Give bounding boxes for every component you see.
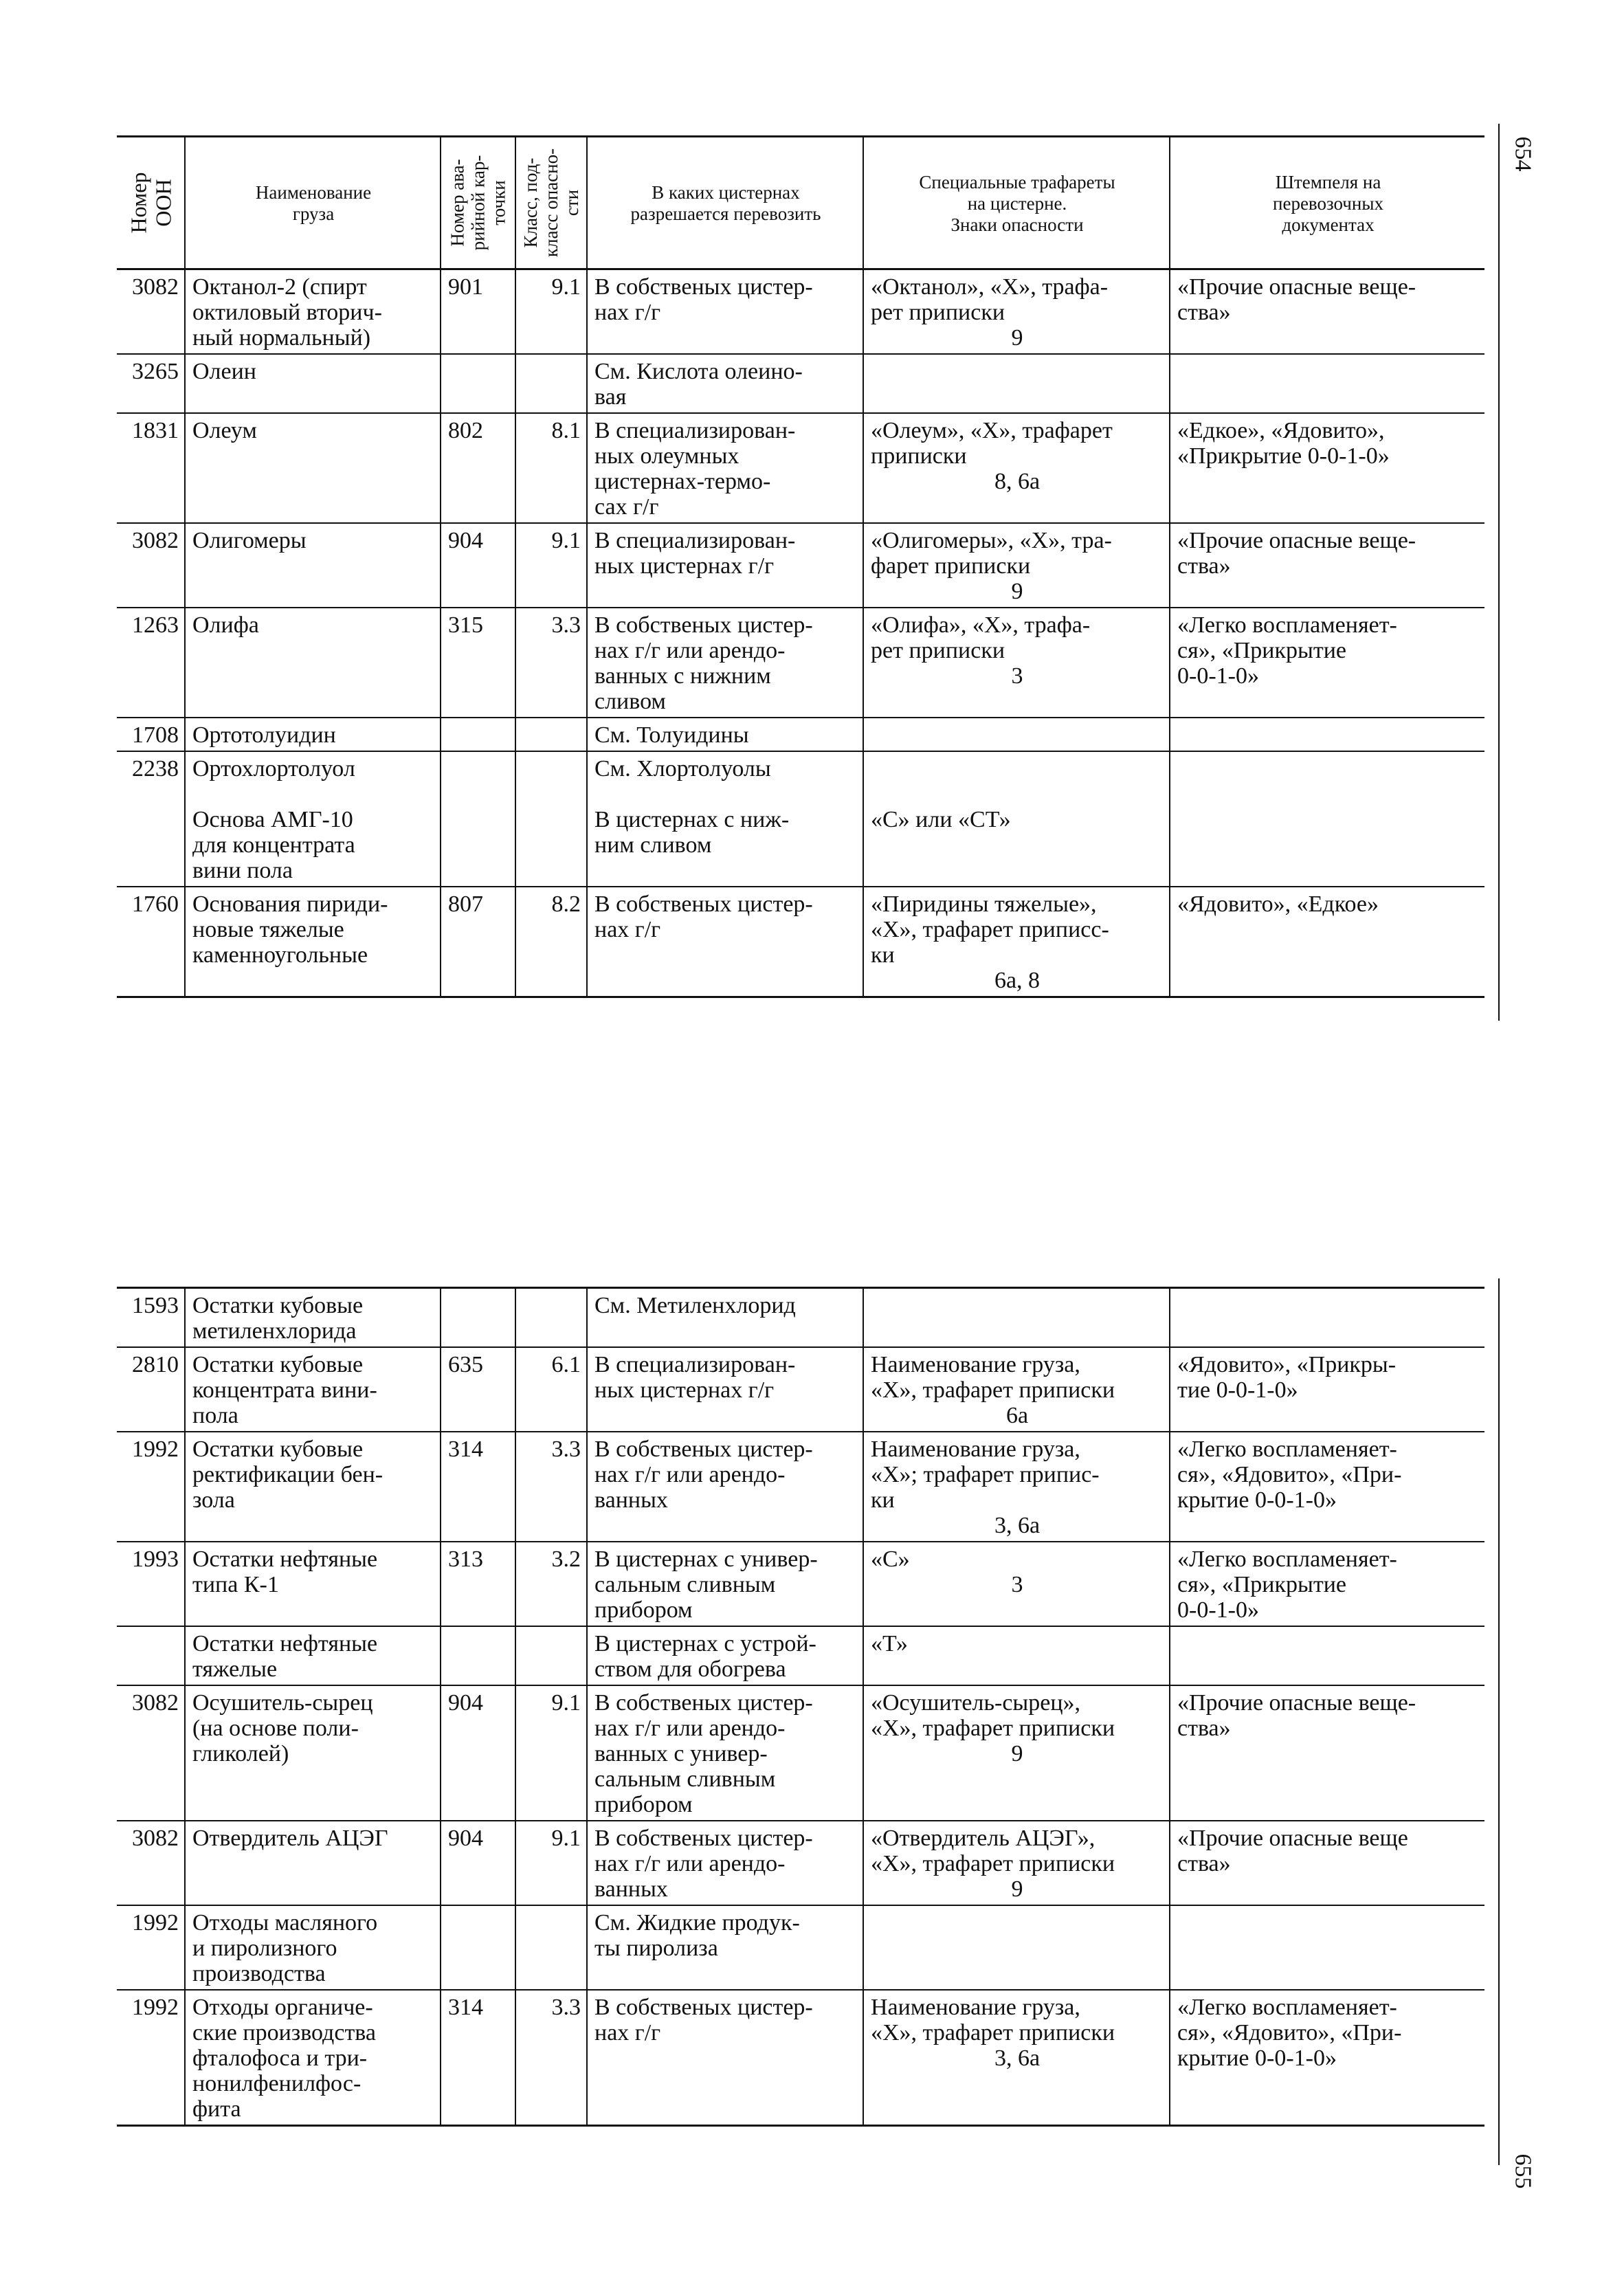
card-number-cell: 904 xyxy=(441,1821,516,1906)
cargo-name-cell: Основания пириди- новые тяжелые каменноугольные xyxy=(186,887,441,996)
cargo-name-cell: Олеум xyxy=(186,414,441,524)
document-stamps-cell: «Прочие опасные веще- ства» xyxy=(1170,524,1484,608)
document-stamps-cell: «Едкое», «Ядовито», «Прикрытие 0-0-1-0» xyxy=(1170,414,1484,524)
table-grid-bottom xyxy=(117,1287,1484,2127)
hazard-class-cell: 3.3 xyxy=(516,1432,588,1542)
tank-type-cell: См. Жидкие продук- ты пиролиза xyxy=(588,1906,864,1991)
un-number-cell: 2238 xyxy=(117,752,186,887)
stencil-cell xyxy=(864,355,1170,414)
hazard-signs: 3 xyxy=(1011,1572,1023,1597)
tank-type-cell: В собственых цистер- нах г/г или арендо- ванных с универ- сальным сливным прибором xyxy=(588,1686,864,1821)
tank-type-cell: В собственых цистер- нах г/г xyxy=(588,887,864,996)
stencil-text: Наименование груза, «Х»; трафарет припис- ки xyxy=(871,1437,1100,1513)
stencil-cell xyxy=(864,718,1170,752)
hazard-class-cell xyxy=(516,1289,588,1348)
tank-type-cell: См. Толуидины xyxy=(588,718,864,752)
un-number-cell: 1993 xyxy=(117,1542,186,1627)
card-number-cell xyxy=(441,1906,516,1991)
tank-type-cell: См. Хлортолуолы В цистернах с ниж- ним сливом xyxy=(588,752,864,887)
stencil-cell xyxy=(864,1432,1170,1542)
stencil-text: «Отвердитель АЦЭГ», «Х», трафарет приписки xyxy=(871,1826,1115,1876)
hazard-class-cell: 8.1 xyxy=(516,414,588,524)
stencil-text: «С» xyxy=(871,1546,910,1572)
document-stamps-cell: «Ядовито», «Едкое» xyxy=(1177,891,1379,917)
card-number-cell xyxy=(441,718,516,752)
hazard-signs: 3 xyxy=(1011,663,1023,689)
document-stamps-cell xyxy=(1170,752,1484,887)
cargo-name-cell: Олифа xyxy=(186,608,441,718)
stencil-text: Наименование груза, «Х», трафарет приписки xyxy=(871,1995,1115,2045)
un-number-cell: 3265 xyxy=(117,355,186,414)
page-number-bottom: 655 xyxy=(1510,2153,1536,2189)
cargo-name-cell: Отвердитель АЦЭГ xyxy=(186,1821,441,1906)
document-stamps-cell: «Легко воспламеняет- ся», «Ядовито», «При- крытие 0-0-1-0» xyxy=(1177,1995,1402,2071)
stencil-cell xyxy=(864,1348,1170,1432)
hazard-class-cell xyxy=(516,1627,588,1686)
cargo-name-cell: Остатки нефтяные тяжелые xyxy=(186,1627,441,1686)
stencil-cell xyxy=(864,270,1170,355)
tank-type-cell: В цистернах с устрой- ством для обогрева xyxy=(588,1627,864,1686)
tank-type-cell: См. Метиленхлорид xyxy=(588,1289,864,1348)
un-number-cell: 3082 xyxy=(117,524,186,608)
hazard-class-cell xyxy=(516,752,588,887)
header-tanks: В каких цистернах разрешается перевозить xyxy=(588,137,864,270)
cargo-name-cell: Олеин xyxy=(186,355,441,414)
un-number-cell: 1992 xyxy=(117,1432,186,1542)
tank-type-cell: См. Кислота олеино- вая xyxy=(588,355,864,414)
card-number-cell: 807 xyxy=(441,887,516,996)
hazard-class-cell: 3.3 xyxy=(516,608,588,718)
card-number-cell: 315 xyxy=(441,608,516,718)
stencil-cell xyxy=(864,1627,1170,1686)
stencil-text: «Октанол», «Х», трафа- рет приписки xyxy=(871,274,1109,325)
stencil-cell xyxy=(864,1686,1170,1821)
table-grid-top xyxy=(117,135,1484,998)
card-number-cell: 313 xyxy=(441,1542,516,1627)
card-number-cell: 901 xyxy=(441,270,516,355)
card-number-cell: 904 xyxy=(441,1686,516,1821)
document-stamps-cell: «Легко воспламеняет- ся», «Прикрытие 0-0-1-0» xyxy=(1170,608,1484,718)
right-rule-bottom xyxy=(1498,1278,1500,2165)
header-un-number: Номер ООН xyxy=(117,137,186,270)
tank-type-cell: В специализирован- ных цистернах г/г xyxy=(588,524,864,608)
hazard-class-cell: 3.3 xyxy=(516,1991,588,2125)
hazard-table-bottom xyxy=(117,1287,1484,2127)
stencil-text: Наименование груза, «Х», трафарет приписки xyxy=(871,1352,1115,1403)
hazard-class-cell: 8.2 xyxy=(516,887,588,996)
hazard-signs: 9 xyxy=(1011,1741,1023,1766)
hazard-class-cell: 9.1 xyxy=(516,1821,588,1906)
hazard-signs: 8, 6а xyxy=(994,469,1041,494)
hazard-class-cell xyxy=(516,355,588,414)
right-rule-top xyxy=(1498,124,1500,1021)
document-stamps-cell: «Легко воспламеняет- ся», «Прикрытие 0-0-1-0» xyxy=(1170,1542,1484,1627)
header-name: Наименование груза xyxy=(186,137,441,270)
card-number-cell xyxy=(441,752,516,887)
card-number-cell xyxy=(441,1289,516,1348)
hazard-class-cell: 6.1 xyxy=(516,1348,588,1432)
document-stamps-cell xyxy=(1170,355,1484,414)
page-number-top: 654 xyxy=(1510,136,1536,172)
stencil-cell xyxy=(864,608,1170,718)
document-stamps-cell: «Легко воспламеняет- ся», «Ядовито», «При- крытие 0-0-1-0» xyxy=(1170,1432,1484,1542)
stencil-cell xyxy=(864,1289,1170,1348)
cargo-name-cell: Отходы органиче- ские производства фталофоса и три- нонилфенилфос- фита xyxy=(186,1991,441,2125)
stencil-text: «Т» xyxy=(871,1631,908,1656)
cargo-name-cell: Остатки кубовые концентрата вини- пола xyxy=(186,1348,441,1432)
hazard-signs: 9 xyxy=(1011,325,1023,351)
hazard-signs: 9 xyxy=(1011,1876,1023,1902)
stencil-cell xyxy=(864,524,1170,608)
card-number-cell: 314 xyxy=(441,1432,516,1542)
cargo-name-cell: Остатки нефтяные типа К-1 xyxy=(186,1542,441,1627)
hazard-signs: 3, 6а xyxy=(994,1513,1041,1538)
hazard-table-top xyxy=(117,135,1484,998)
card-number-cell: 635 xyxy=(441,1348,516,1432)
cargo-name-cell: Олигомеры xyxy=(186,524,441,608)
stencil-cell xyxy=(864,887,1170,996)
stencil-cell xyxy=(864,1991,1170,2125)
document-stamps-cell: «Прочие опасные веще ства» xyxy=(1170,1821,1484,1906)
hazard-class-cell: 9.1 xyxy=(516,270,588,355)
tank-type-cell: В собственых цистер- нах г/г или арендо- ванных xyxy=(588,1821,864,1906)
un-number-cell: 1593 xyxy=(117,1289,186,1348)
cargo-name-cell: Остатки кубовые ректификации бен- зола xyxy=(186,1432,441,1542)
cargo-name-cell: Ортохлортолуол Основа АМГ-10 для концентрата вини пола xyxy=(186,752,441,887)
hazard-class-cell xyxy=(516,1906,588,1991)
stencil-text: «Олеум», «Х», трафарет приписки xyxy=(871,418,1113,469)
header-card-number: Номер ава- рийной кар- точки xyxy=(441,137,516,270)
header-class: Класс, под- класс опасно- сти xyxy=(516,137,588,270)
un-number-cell: 1992 xyxy=(117,1991,186,2125)
stencil-text: «Олигомеры», «Х», тра- фарет приписки xyxy=(871,528,1112,579)
tank-type-cell: В цистернах с универ- сальным сливным прибором xyxy=(588,1542,864,1627)
card-number-cell: 314 xyxy=(441,1991,516,2125)
cargo-name-cell: Октанол-2 (спирт октиловый вторич- ный нормальный) xyxy=(186,270,441,355)
un-number-cell: 1831 xyxy=(117,414,186,524)
hazard-signs: 9 xyxy=(1011,579,1023,604)
stencil-text: «С» или «СТ» xyxy=(871,807,1011,832)
hazard-class-cell xyxy=(516,718,588,752)
hazard-signs: 3, 6а xyxy=(994,2045,1041,2071)
document-stamps-cell: «Прочие опасные веще- ства» xyxy=(1170,270,1484,355)
tank-type-cell: В специализирован- ных цистернах г/г xyxy=(588,1348,864,1432)
stencil-cell xyxy=(864,1542,1170,1627)
card-number-cell xyxy=(441,1627,516,1686)
card-number-cell: 904 xyxy=(441,524,516,608)
document-stamps-cell xyxy=(1170,1906,1484,1991)
hazard-signs: 6а xyxy=(1005,1403,1029,1428)
document-stamps-cell xyxy=(1170,1289,1484,1348)
tank-type-cell: В собственых цистер- нах г/г xyxy=(588,1991,864,2125)
stencil-text: «Олифа», «Х», трафа- рет приписки xyxy=(871,612,1091,663)
document-stamps-cell: «Прочие опасные веще- ства» xyxy=(1170,1686,1484,1821)
stencil-cell xyxy=(864,1906,1170,1991)
un-number-cell: 1760 xyxy=(117,887,186,996)
stencil-cell xyxy=(864,414,1170,524)
card-number-cell: 802 xyxy=(441,414,516,524)
document-stamps-cell xyxy=(1170,718,1484,752)
stencil-text: «Пиридины тяжелые», «Х», трафарет приписс- ки xyxy=(871,891,1109,968)
cargo-name-cell: Остатки кубовые метиленхлорида xyxy=(186,1289,441,1348)
hazard-class-cell: 9.1 xyxy=(516,1686,588,1821)
cargo-name-cell: Осушитель-сырец (на основе поли- гликолей) xyxy=(186,1686,441,1821)
card-number-cell xyxy=(441,355,516,414)
tank-type-cell: В специализирован- ных олеумных цистернах-термо- сах г/г xyxy=(588,414,864,524)
un-number-cell xyxy=(117,1627,186,1686)
stencil-text: «Осушитель-сырец», «Х», трафарет приписки xyxy=(871,1690,1115,1741)
un-number-cell: 3082 xyxy=(117,270,186,355)
header-stamps: Штемпеля на перевозочных документах xyxy=(1170,137,1484,270)
header-stencils: Специальные трафареты на цистерне. Знаки опасности xyxy=(864,137,1170,270)
document-stamps-cell: «Ядовито», «Прикры- тие 0-0-1-0» xyxy=(1170,1348,1484,1432)
document-stamps-cell xyxy=(1170,1627,1484,1686)
tank-type-cell: В собственых цистер- нах г/г xyxy=(588,270,864,355)
un-number-cell: 1992 xyxy=(117,1906,186,1991)
tank-type-cell: В собственых цистер- нах г/г или арендо- ванных с нижним сливом xyxy=(588,608,864,718)
stencil-cell xyxy=(864,752,1170,887)
un-number-cell: 1708 xyxy=(117,718,186,752)
stencil-cell xyxy=(864,1821,1170,1906)
hazard-class-cell: 3.2 xyxy=(516,1542,588,1627)
un-number-cell: 1263 xyxy=(117,608,186,718)
hazard-class-cell: 9.1 xyxy=(516,524,588,608)
un-number-cell: 3082 xyxy=(117,1821,186,1906)
cargo-name-cell: Ортотолуидин xyxy=(186,718,441,752)
un-number-cell: 2810 xyxy=(117,1348,186,1432)
un-number-cell: 3082 xyxy=(117,1686,186,1821)
tank-type-cell: В собственых цистер- нах г/г или арендо- ванных xyxy=(588,1432,864,1542)
cargo-name-cell: Отходы масляного и пиролизного производства xyxy=(186,1906,441,1991)
hazard-signs: 6а, 8 xyxy=(994,968,1041,993)
